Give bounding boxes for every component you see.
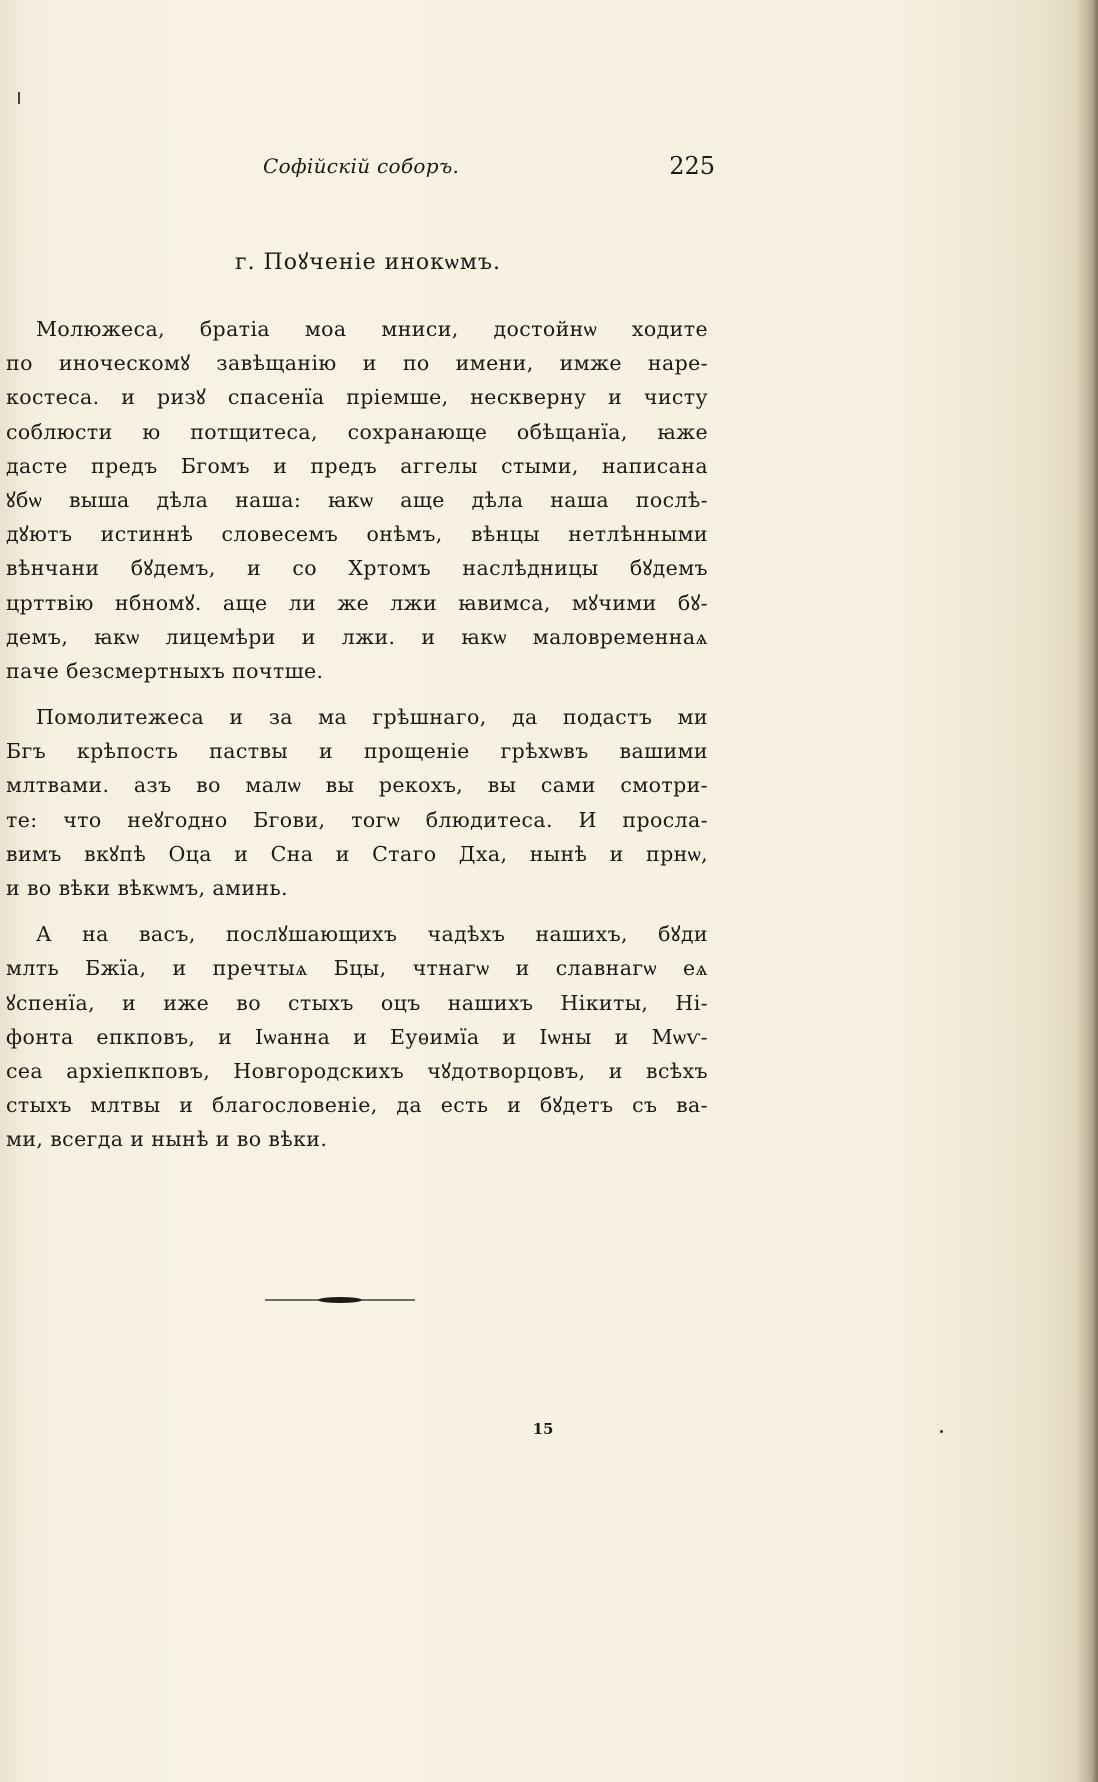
text-line: костеса. и ризꙋ спасенїа пріемше, нескверну и чисту	[6, 385, 708, 410]
text-line: те: что неꙋгодно Бгови, тогѡ блюдитеса. И просла-	[6, 807, 708, 832]
text-line: А на васъ, послꙋшающихъ чадѣхъ нашихъ, бꙋди	[36, 922, 708, 947]
page-header	[255, 152, 715, 186]
paragraph	[6, 312, 708, 688]
text-line: ꙋспенїа, и иже во стыхъ оцъ нашихъ Нікиты, Ні-	[6, 990, 708, 1015]
text-line: вимъ вкꙋпѣ Оца и Сна и Стаго Дха, нынѣ и прнѡ,	[6, 841, 708, 866]
text-line: Бгъ крѣпость паствы и прощеніе грѣхѡвъ вашими	[6, 739, 708, 764]
signature-number: 15	[532, 1420, 554, 1438]
body-text	[6, 312, 708, 1169]
text-line: вѣнчани бꙋдемъ, и со Хртомъ наслѣдницы бꙋдемъ	[6, 556, 708, 581]
text-line: ми, всегда и нынѣ и во вѣки.	[6, 1127, 328, 1152]
paragraph	[6, 917, 708, 1156]
text-line: по иноческомꙋ завѣщанію и по имени, имже наре-	[6, 351, 708, 376]
text-line: дꙋютъ истиннѣ словесемъ онѣмъ, вѣнцы нетлѣнными	[6, 522, 708, 547]
text-line: млтвами. азъ во малѡ вы рекохъ, вы сами смотри-	[6, 773, 708, 798]
text-line: и во вѣки вѣкѡмъ, аминь.	[6, 876, 288, 900]
running-title: Софійскій соборъ.	[263, 154, 460, 178]
text-line: соблюсти ю потщитеса, сохранающе обѣщанїа, ꙗже	[6, 419, 708, 444]
page-edge-shadow	[1076, 0, 1098, 1782]
text-line: паче безсмертныхъ почтше.	[6, 658, 324, 683]
section-heading: г. Поꙋченіе инокѡмъ.	[235, 250, 501, 275]
printer-signature	[0, 1420, 1098, 1438]
text-line: Молюжеса, братіа моа мниси, достойнѡ ходите	[36, 317, 708, 341]
end-ornament	[265, 1295, 415, 1305]
text-line: фонта епкповъ, и Іѡанна и Еуѳимїа и Іѡны и Мѡѵ-	[6, 1024, 708, 1049]
text-line: млть Бжїа, и пречтыѧ Бцы, чтнагѡ и славнагѡ еѧ	[6, 956, 708, 981]
text-line: црттвію нбномꙋ. аще ли же лжи ꙗвимса, мꙋчими бꙋ-	[6, 590, 708, 615]
text-line: стыхъ млтвы и благословеніе, да есть и бꙋдетъ съ ва-	[6, 1093, 708, 1118]
paragraph	[6, 700, 708, 905]
page-number: 225	[669, 152, 715, 180]
text-line: сеа архіепкповъ, Новгородскихъ чꙋдотворцовъ, и всѣхъ	[6, 1058, 708, 1083]
text-line: демъ, ꙗкѡ лицемѣри и лжи. и ꙗкѡ маловременнаѧ	[6, 624, 708, 649]
text-line: ꙋбѡ выша дѣла наша: ꙗкѡ аще дѣла наша послѣ-	[6, 487, 708, 512]
text-line: Помолитежеса и за ма грѣшнаго, да подастъ ми	[36, 705, 708, 730]
margin-mark	[18, 92, 20, 104]
text-line: дасте предъ Бгомъ и предъ аггелы стыми, написана	[6, 453, 708, 478]
